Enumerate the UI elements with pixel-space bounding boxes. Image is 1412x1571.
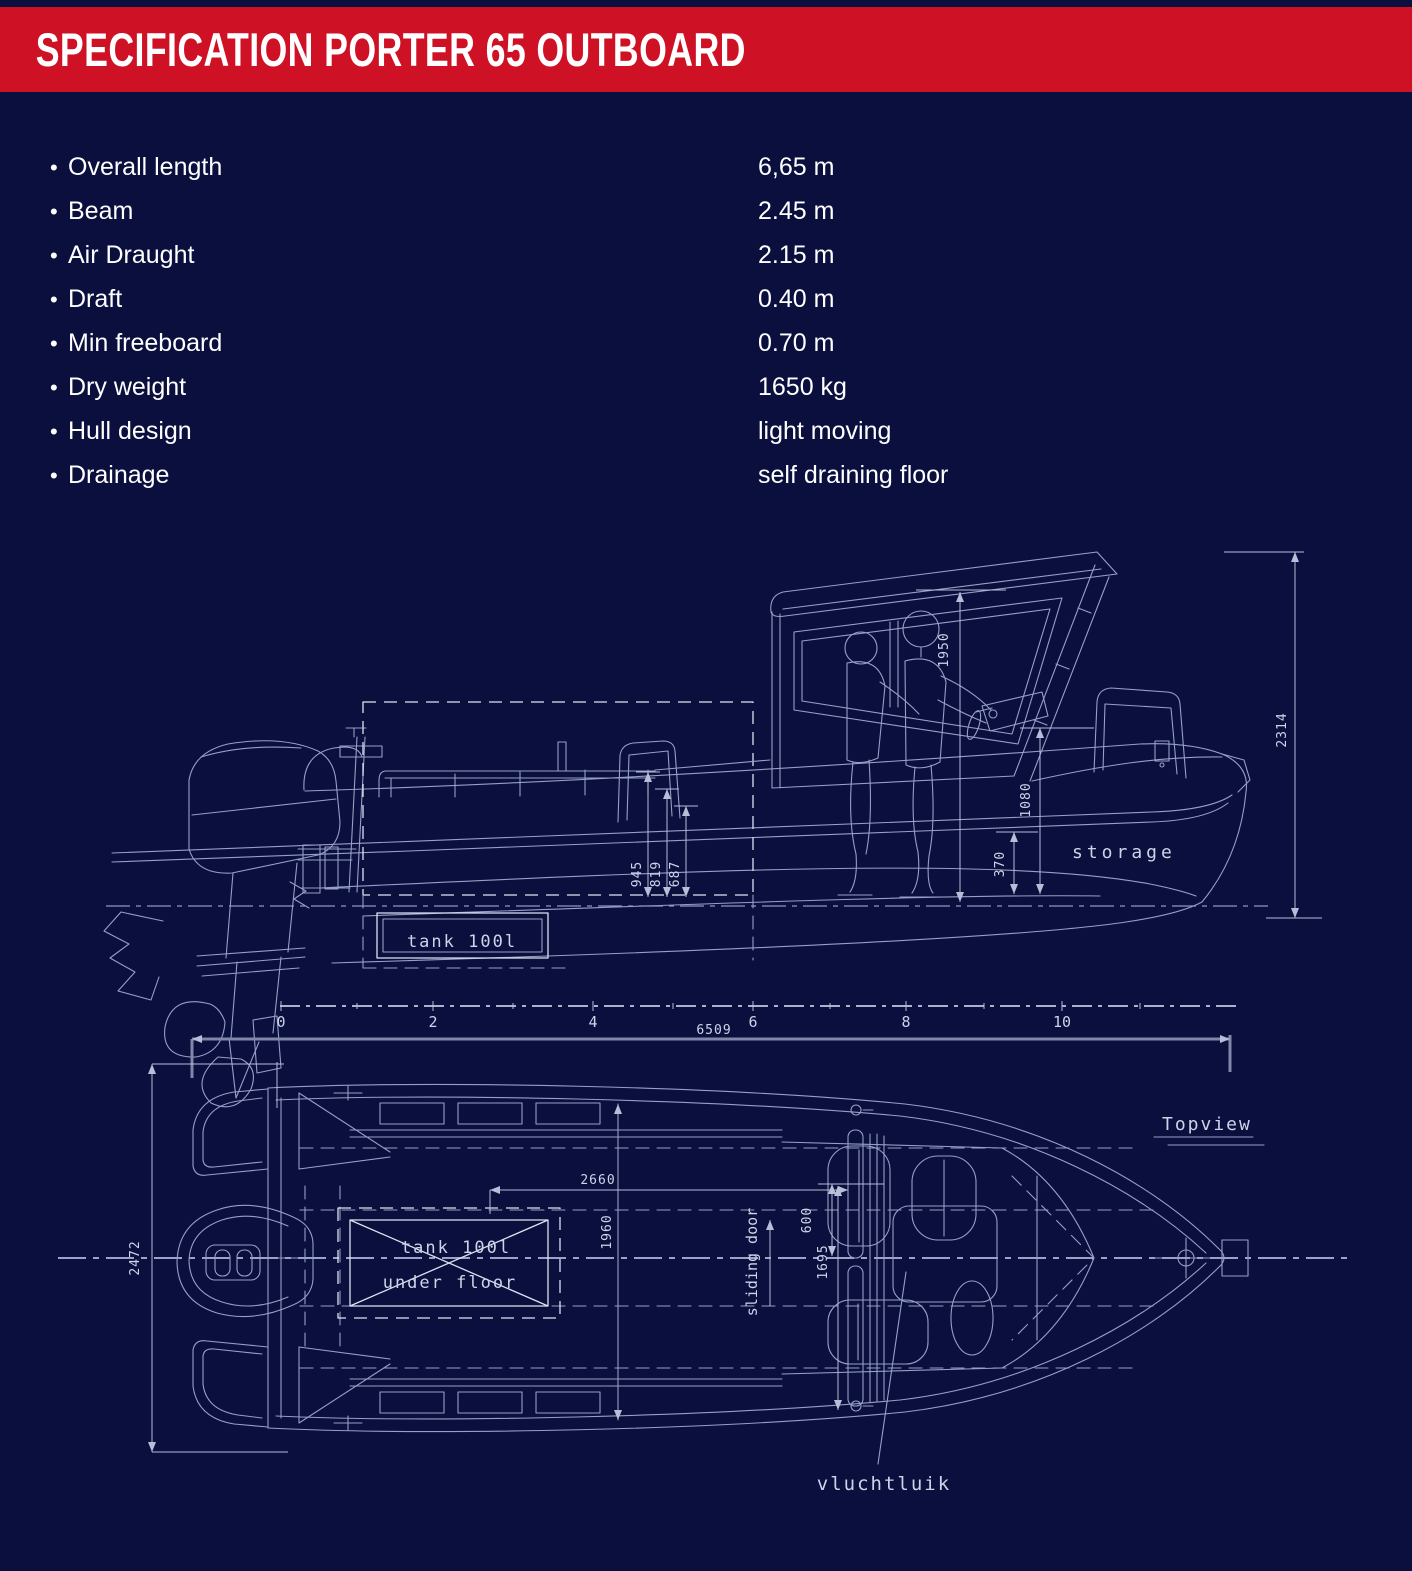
dim-687-label: 687 bbox=[668, 860, 683, 888]
bullet-icon: • bbox=[50, 243, 58, 268]
spec-value: light moving bbox=[758, 417, 892, 445]
spec-row bbox=[50, 145, 1370, 189]
scale-tick-10: 10 bbox=[1052, 1013, 1072, 1031]
storage-label: storage bbox=[1072, 842, 1176, 863]
dim-1950-label: 1950 bbox=[937, 632, 952, 668]
spec-label-text: Overall length bbox=[68, 153, 223, 181]
header-bar bbox=[0, 7, 1412, 92]
escape-hatch-label: vluchtluik bbox=[816, 1473, 952, 1495]
spec-label-text: Air Draught bbox=[68, 241, 195, 269]
bullet-icon: • bbox=[50, 419, 58, 444]
spec-label-text: Min freeboard bbox=[68, 329, 223, 357]
spec-value: 0.40 m bbox=[758, 285, 835, 313]
scale-tick-0: 0 bbox=[276, 1013, 286, 1031]
side-view bbox=[104, 552, 1322, 1107]
spec-label bbox=[50, 409, 192, 454]
spec-row bbox=[50, 277, 1370, 321]
spec-label-text: Dry weight bbox=[68, 373, 187, 401]
bullet-icon: • bbox=[50, 155, 58, 180]
underfloor-tank-label-2: under floor bbox=[382, 1273, 518, 1293]
outboard-motor-side bbox=[104, 741, 356, 1107]
scale-tick-2: 2 bbox=[428, 1013, 438, 1031]
scale-tick-8: 8 bbox=[901, 1013, 911, 1031]
underfloor-tank bbox=[338, 1208, 560, 1318]
spec-row bbox=[50, 365, 1370, 409]
wheelhouse bbox=[771, 552, 1222, 788]
dim-600-label: 600 bbox=[800, 1206, 815, 1234]
spec-row bbox=[50, 189, 1370, 233]
steering-wheel bbox=[965, 709, 984, 741]
spec-value: 2.45 m bbox=[758, 197, 835, 225]
dim-2314-label: 2314 bbox=[1275, 712, 1290, 748]
bullet-icon: • bbox=[50, 287, 58, 312]
bullet-icon: • bbox=[50, 463, 58, 488]
scale-tick-6: 6 bbox=[748, 1013, 758, 1031]
crew-figures bbox=[838, 611, 997, 897]
spec-label bbox=[50, 145, 222, 190]
spec-row bbox=[50, 233, 1370, 277]
spec-value: 0.70 m bbox=[758, 329, 835, 357]
spec-value: 2.15 m bbox=[758, 241, 835, 269]
dim-945-label: 945 bbox=[630, 860, 645, 888]
outboard-motor-top bbox=[177, 1205, 313, 1316]
spec-label bbox=[50, 277, 122, 322]
spec-label bbox=[50, 233, 194, 278]
scale-tick-4: 4 bbox=[588, 1013, 598, 1031]
spec-label-text: Hull design bbox=[68, 417, 192, 445]
spec-row bbox=[50, 321, 1370, 365]
fuel-tank-label: tank 100l bbox=[406, 932, 518, 952]
spec-row bbox=[50, 453, 1370, 497]
spec-value: self draining floor bbox=[758, 461, 949, 489]
top-view bbox=[58, 1062, 1352, 1495]
dim-370-label: 370 bbox=[993, 850, 1008, 878]
spec-label-text: Beam bbox=[68, 197, 134, 225]
side-dimensions bbox=[630, 552, 1322, 918]
page-title: SPECIFICATION PORTER 65 OUTBOARD bbox=[35, 23, 746, 76]
scale-bar bbox=[192, 1001, 1240, 1078]
underfloor-tank-label-1: tank 100l bbox=[400, 1238, 512, 1258]
dim-1695-label: 1695 bbox=[816, 1244, 831, 1280]
bullet-icon: • bbox=[50, 199, 58, 224]
spec-label-text: Draft bbox=[68, 285, 123, 313]
dim-2472-label: 2472 bbox=[128, 1240, 143, 1276]
bow-storage bbox=[1072, 688, 1186, 863]
spec-label bbox=[50, 321, 222, 366]
bullet-icon: • bbox=[50, 375, 58, 400]
spec-label bbox=[50, 453, 169, 498]
bullet-icon: • bbox=[50, 331, 58, 356]
spec-label-text: Drainage bbox=[68, 461, 170, 489]
spec-label bbox=[50, 365, 186, 410]
spec-value: 6,65 m bbox=[758, 153, 835, 181]
dim-2660-label: 2660 bbox=[580, 1173, 616, 1188]
spec-row bbox=[50, 409, 1370, 453]
dim-1960-label: 1960 bbox=[600, 1214, 615, 1250]
sliding-door-label: sliding door bbox=[743, 1207, 761, 1317]
spec-label bbox=[50, 189, 133, 234]
dim-1080-label: 1080 bbox=[1019, 782, 1034, 818]
dim-819-label: 819 bbox=[649, 860, 664, 888]
dim-6509-label: 6509 bbox=[696, 1023, 732, 1038]
top-hull bbox=[58, 1062, 1352, 1431]
spec-list bbox=[50, 145, 1370, 497]
topview-title: Topview bbox=[1162, 1114, 1252, 1135]
spec-value: 1650 kg bbox=[758, 373, 847, 401]
